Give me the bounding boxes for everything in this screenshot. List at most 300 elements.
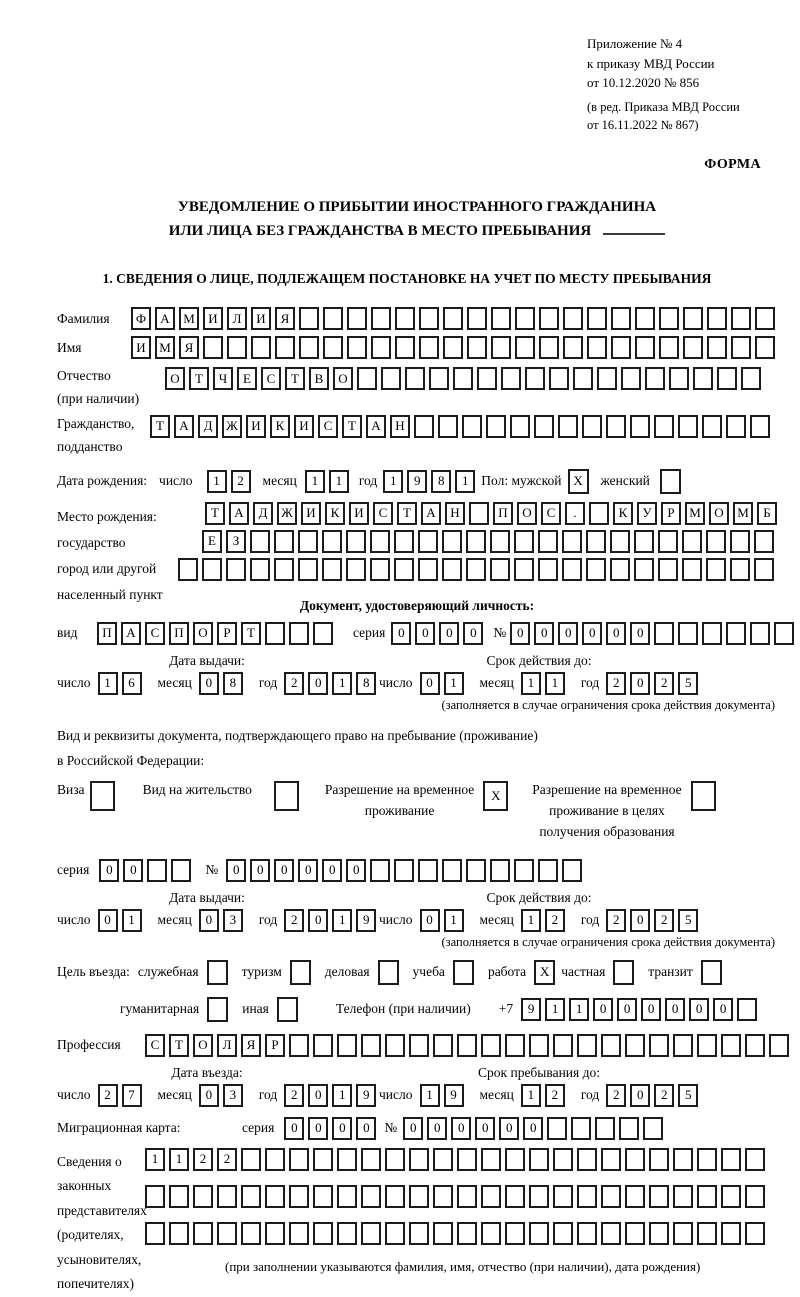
form-cell[interactable]: Ж bbox=[222, 415, 242, 438]
form-cell[interactable]: 0 bbox=[427, 1117, 447, 1140]
form-cell[interactable] bbox=[577, 1148, 597, 1171]
form-cell[interactable] bbox=[726, 622, 746, 645]
form-cell[interactable]: 1 bbox=[444, 672, 464, 695]
form-cell[interactable]: А bbox=[366, 415, 386, 438]
purpose-other-checkbox[interactable] bbox=[277, 997, 298, 1022]
form-cell[interactable]: И bbox=[301, 502, 321, 525]
form-cell[interactable] bbox=[769, 1034, 789, 1057]
form-cell[interactable] bbox=[275, 336, 295, 359]
form-cell[interactable] bbox=[250, 530, 270, 553]
form-cell[interactable]: Р bbox=[265, 1034, 285, 1057]
male-checkbox[interactable]: X bbox=[568, 469, 589, 494]
form-cell[interactable]: А bbox=[421, 502, 441, 525]
form-cell[interactable] bbox=[514, 558, 534, 581]
form-cell[interactable]: А bbox=[155, 307, 175, 330]
form-cell[interactable] bbox=[745, 1148, 765, 1171]
form-cell[interactable] bbox=[505, 1148, 525, 1171]
form-cell[interactable]: 2 bbox=[654, 672, 674, 695]
form-cell[interactable]: 0 bbox=[606, 622, 626, 645]
form-cell[interactable]: 1 bbox=[207, 470, 227, 493]
form-cell[interactable] bbox=[529, 1034, 549, 1057]
form-cell[interactable] bbox=[702, 622, 722, 645]
form-cell[interactable]: Т bbox=[397, 502, 417, 525]
form-cell[interactable] bbox=[549, 367, 569, 390]
form-cell[interactable] bbox=[347, 307, 367, 330]
form-cell[interactable]: К bbox=[325, 502, 345, 525]
form-cell[interactable]: 0 bbox=[403, 1117, 423, 1140]
form-cell[interactable] bbox=[562, 530, 582, 553]
form-cell[interactable] bbox=[635, 336, 655, 359]
form-cell[interactable] bbox=[539, 307, 559, 330]
form-cell[interactable] bbox=[313, 1148, 333, 1171]
form-cell[interactable]: 0 bbox=[439, 622, 459, 645]
form-cell[interactable]: О bbox=[165, 367, 185, 390]
form-cell[interactable] bbox=[539, 336, 559, 359]
form-cell[interactable] bbox=[457, 1222, 477, 1245]
form-cell[interactable] bbox=[586, 558, 606, 581]
form-cell[interactable]: 1 bbox=[455, 470, 475, 493]
form-cell[interactable]: С bbox=[145, 1034, 165, 1057]
form-cell[interactable] bbox=[337, 1222, 357, 1245]
form-cell[interactable]: З bbox=[226, 530, 246, 553]
form-cell[interactable] bbox=[385, 1222, 405, 1245]
form-cell[interactable]: Я bbox=[275, 307, 295, 330]
form-cell[interactable]: 0 bbox=[593, 998, 613, 1021]
form-cell[interactable] bbox=[145, 1222, 165, 1245]
form-cell[interactable]: Т bbox=[169, 1034, 189, 1057]
form-cell[interactable] bbox=[202, 558, 222, 581]
form-cell[interactable] bbox=[171, 859, 191, 882]
form-cell[interactable]: 2 bbox=[284, 1084, 304, 1107]
form-cell[interactable]: С bbox=[373, 502, 393, 525]
form-cell[interactable] bbox=[697, 1185, 717, 1208]
form-cell[interactable] bbox=[538, 859, 558, 882]
form-cell[interactable]: 2 bbox=[193, 1148, 213, 1171]
form-cell[interactable]: И bbox=[251, 307, 271, 330]
form-cell[interactable] bbox=[505, 1222, 525, 1245]
form-cell[interactable]: С bbox=[261, 367, 281, 390]
form-cell[interactable]: 0 bbox=[308, 672, 328, 695]
form-cell[interactable]: 2 bbox=[545, 1084, 565, 1107]
form-cell[interactable] bbox=[697, 1148, 717, 1171]
form-cell[interactable] bbox=[361, 1185, 381, 1208]
form-cell[interactable] bbox=[634, 530, 654, 553]
form-cell[interactable] bbox=[323, 336, 343, 359]
form-cell[interactable] bbox=[442, 530, 462, 553]
form-cell[interactable] bbox=[553, 1185, 573, 1208]
form-cell[interactable]: 2 bbox=[606, 909, 626, 932]
visa-checkbox[interactable] bbox=[90, 781, 115, 811]
form-cell[interactable]: . bbox=[565, 502, 585, 525]
form-cell[interactable] bbox=[361, 1148, 381, 1171]
form-cell[interactable]: И bbox=[131, 336, 151, 359]
form-cell[interactable]: О bbox=[193, 622, 213, 645]
form-cell[interactable] bbox=[477, 367, 497, 390]
form-cell[interactable]: М bbox=[155, 336, 175, 359]
form-cell[interactable]: К bbox=[613, 502, 633, 525]
form-cell[interactable]: 0 bbox=[308, 909, 328, 932]
form-cell[interactable] bbox=[611, 307, 631, 330]
form-cell[interactable]: 0 bbox=[630, 909, 650, 932]
form-cell[interactable] bbox=[313, 1185, 333, 1208]
form-cell[interactable] bbox=[251, 336, 271, 359]
form-cell[interactable]: 8 bbox=[356, 672, 376, 695]
form-cell[interactable] bbox=[571, 1117, 591, 1140]
form-cell[interactable]: С bbox=[318, 415, 338, 438]
form-cell[interactable] bbox=[481, 1148, 501, 1171]
form-cell[interactable]: Т bbox=[241, 622, 261, 645]
form-cell[interactable] bbox=[193, 1222, 213, 1245]
form-cell[interactable] bbox=[659, 336, 679, 359]
form-cell[interactable] bbox=[741, 367, 761, 390]
form-cell[interactable] bbox=[443, 336, 463, 359]
form-cell[interactable] bbox=[442, 558, 462, 581]
form-cell[interactable] bbox=[433, 1148, 453, 1171]
form-cell[interactable] bbox=[395, 336, 415, 359]
form-cell[interactable]: 2 bbox=[654, 909, 674, 932]
form-cell[interactable]: Л bbox=[227, 307, 247, 330]
form-cell[interactable] bbox=[357, 367, 377, 390]
form-cell[interactable] bbox=[322, 530, 342, 553]
form-cell[interactable] bbox=[562, 859, 582, 882]
form-cell[interactable] bbox=[730, 558, 750, 581]
form-cell[interactable] bbox=[227, 336, 247, 359]
form-cell[interactable]: 0 bbox=[510, 622, 530, 645]
form-cell[interactable] bbox=[289, 1034, 309, 1057]
form-cell[interactable] bbox=[649, 1034, 669, 1057]
form-cell[interactable] bbox=[706, 530, 726, 553]
form-cell[interactable]: 2 bbox=[284, 909, 304, 932]
form-cell[interactable] bbox=[731, 336, 751, 359]
form-cell[interactable] bbox=[625, 1222, 645, 1245]
form-cell[interactable]: И bbox=[349, 502, 369, 525]
form-cell[interactable]: Т bbox=[342, 415, 362, 438]
form-cell[interactable] bbox=[265, 1222, 285, 1245]
form-cell[interactable] bbox=[169, 1185, 189, 1208]
form-cell[interactable]: К bbox=[270, 415, 290, 438]
form-cell[interactable] bbox=[625, 1185, 645, 1208]
form-cell[interactable] bbox=[673, 1185, 693, 1208]
form-cell[interactable]: 8 bbox=[223, 672, 243, 695]
form-cell[interactable] bbox=[433, 1034, 453, 1057]
form-cell[interactable] bbox=[337, 1034, 357, 1057]
form-cell[interactable]: 0 bbox=[689, 998, 709, 1021]
form-cell[interactable]: Т bbox=[189, 367, 209, 390]
form-cell[interactable]: 2 bbox=[545, 909, 565, 932]
form-cell[interactable] bbox=[491, 336, 511, 359]
form-cell[interactable]: 3 bbox=[223, 909, 243, 932]
form-cell[interactable] bbox=[409, 1034, 429, 1057]
form-cell[interactable] bbox=[395, 307, 415, 330]
form-cell[interactable]: Ф bbox=[131, 307, 151, 330]
form-cell[interactable] bbox=[577, 1222, 597, 1245]
form-cell[interactable]: С bbox=[541, 502, 561, 525]
form-cell[interactable]: 1 bbox=[122, 909, 142, 932]
form-cell[interactable]: 1 bbox=[569, 998, 589, 1021]
form-cell[interactable]: 1 bbox=[545, 998, 565, 1021]
form-cell[interactable] bbox=[361, 1222, 381, 1245]
form-cell[interactable] bbox=[514, 530, 534, 553]
form-cell[interactable]: 0 bbox=[123, 859, 143, 882]
form-cell[interactable]: 1 bbox=[545, 672, 565, 695]
form-cell[interactable] bbox=[443, 307, 463, 330]
form-cell[interactable] bbox=[745, 1034, 765, 1057]
form-cell[interactable] bbox=[745, 1222, 765, 1245]
form-cell[interactable]: 0 bbox=[199, 909, 219, 932]
form-cell[interactable] bbox=[385, 1148, 405, 1171]
form-cell[interactable] bbox=[438, 415, 458, 438]
form-cell[interactable]: И bbox=[203, 307, 223, 330]
form-cell[interactable] bbox=[553, 1222, 573, 1245]
form-cell[interactable]: Д bbox=[198, 415, 218, 438]
form-cell[interactable]: 2 bbox=[606, 1084, 626, 1107]
form-cell[interactable] bbox=[405, 367, 425, 390]
form-cell[interactable] bbox=[582, 415, 602, 438]
form-cell[interactable]: О bbox=[193, 1034, 213, 1057]
form-cell[interactable] bbox=[601, 1185, 621, 1208]
form-cell[interactable] bbox=[313, 622, 333, 645]
form-cell[interactable]: 2 bbox=[217, 1148, 237, 1171]
form-cell[interactable] bbox=[643, 1117, 663, 1140]
form-cell[interactable] bbox=[721, 1222, 741, 1245]
purpose-official-checkbox[interactable] bbox=[207, 960, 228, 985]
form-cell[interactable]: 0 bbox=[332, 1117, 352, 1140]
form-cell[interactable] bbox=[370, 558, 390, 581]
form-cell[interactable]: 7 bbox=[122, 1084, 142, 1107]
form-cell[interactable] bbox=[721, 1034, 741, 1057]
residence-permit-checkbox[interactable] bbox=[274, 781, 299, 811]
form-cell[interactable] bbox=[385, 1185, 405, 1208]
form-cell[interactable]: А bbox=[121, 622, 141, 645]
form-cell[interactable]: 0 bbox=[582, 622, 602, 645]
form-cell[interactable]: 0 bbox=[451, 1117, 471, 1140]
form-cell[interactable]: 0 bbox=[274, 859, 294, 882]
form-cell[interactable] bbox=[241, 1222, 261, 1245]
form-cell[interactable]: 0 bbox=[98, 909, 118, 932]
form-cell[interactable] bbox=[707, 307, 727, 330]
form-cell[interactable] bbox=[203, 336, 223, 359]
form-cell[interactable] bbox=[265, 1185, 285, 1208]
form-cell[interactable] bbox=[274, 530, 294, 553]
form-cell[interactable] bbox=[678, 622, 698, 645]
form-cell[interactable] bbox=[529, 1185, 549, 1208]
form-cell[interactable]: 0 bbox=[499, 1117, 519, 1140]
form-cell[interactable] bbox=[534, 415, 554, 438]
form-cell[interactable]: Л bbox=[217, 1034, 237, 1057]
form-cell[interactable] bbox=[469, 502, 489, 525]
form-cell[interactable]: 2 bbox=[654, 1084, 674, 1107]
form-cell[interactable] bbox=[289, 622, 309, 645]
form-cell[interactable]: 1 bbox=[521, 909, 541, 932]
form-cell[interactable] bbox=[486, 415, 506, 438]
form-cell[interactable] bbox=[481, 1034, 501, 1057]
form-cell[interactable] bbox=[217, 1185, 237, 1208]
form-cell[interactable] bbox=[274, 558, 294, 581]
form-cell[interactable]: 0 bbox=[641, 998, 661, 1021]
form-cell[interactable] bbox=[337, 1148, 357, 1171]
form-cell[interactable] bbox=[529, 1222, 549, 1245]
form-cell[interactable] bbox=[562, 558, 582, 581]
form-cell[interactable] bbox=[250, 558, 270, 581]
form-cell[interactable]: А bbox=[174, 415, 194, 438]
form-cell[interactable] bbox=[745, 1185, 765, 1208]
form-cell[interactable] bbox=[726, 415, 746, 438]
form-cell[interactable]: С bbox=[145, 622, 165, 645]
form-cell[interactable] bbox=[289, 1148, 309, 1171]
form-cell[interactable] bbox=[673, 1222, 693, 1245]
form-cell[interactable]: 2 bbox=[98, 1084, 118, 1107]
form-cell[interactable]: О bbox=[333, 367, 353, 390]
form-cell[interactable]: 2 bbox=[231, 470, 251, 493]
form-cell[interactable]: 1 bbox=[305, 470, 325, 493]
form-cell[interactable] bbox=[241, 1148, 261, 1171]
form-cell[interactable]: 0 bbox=[463, 622, 483, 645]
form-cell[interactable]: 0 bbox=[391, 622, 411, 645]
form-cell[interactable] bbox=[529, 1148, 549, 1171]
form-cell[interactable] bbox=[538, 530, 558, 553]
form-cell[interactable] bbox=[774, 622, 794, 645]
form-cell[interactable] bbox=[558, 415, 578, 438]
form-cell[interactable]: Т bbox=[205, 502, 225, 525]
form-cell[interactable] bbox=[298, 530, 318, 553]
form-cell[interactable] bbox=[587, 307, 607, 330]
edu-residence-permit-checkbox[interactable] bbox=[691, 781, 716, 811]
form-cell[interactable] bbox=[481, 1222, 501, 1245]
form-cell[interactable]: 0 bbox=[322, 859, 342, 882]
form-cell[interactable] bbox=[361, 1034, 381, 1057]
form-cell[interactable] bbox=[717, 367, 737, 390]
form-cell[interactable] bbox=[515, 336, 535, 359]
form-cell[interactable]: 0 bbox=[534, 622, 554, 645]
form-cell[interactable]: П bbox=[97, 622, 117, 645]
form-cell[interactable] bbox=[707, 336, 727, 359]
form-cell[interactable] bbox=[289, 1222, 309, 1245]
purpose-transit-checkbox[interactable] bbox=[701, 960, 722, 985]
form-cell[interactable] bbox=[673, 1034, 693, 1057]
form-cell[interactable] bbox=[457, 1034, 477, 1057]
form-cell[interactable]: 0 bbox=[558, 622, 578, 645]
form-cell[interactable]: 8 bbox=[431, 470, 451, 493]
form-cell[interactable] bbox=[505, 1185, 525, 1208]
form-cell[interactable] bbox=[649, 1185, 669, 1208]
form-cell[interactable]: Т bbox=[285, 367, 305, 390]
form-cell[interactable] bbox=[418, 859, 438, 882]
form-cell[interactable]: 1 bbox=[383, 470, 403, 493]
form-cell[interactable] bbox=[721, 1185, 741, 1208]
form-cell[interactable] bbox=[442, 859, 462, 882]
form-cell[interactable]: 0 bbox=[420, 909, 440, 932]
form-cell[interactable] bbox=[553, 1034, 573, 1057]
form-cell[interactable] bbox=[347, 336, 367, 359]
form-cell[interactable] bbox=[649, 1222, 669, 1245]
form-cell[interactable]: 1 bbox=[521, 672, 541, 695]
form-cell[interactable]: 2 bbox=[284, 672, 304, 695]
form-cell[interactable] bbox=[721, 1148, 741, 1171]
form-cell[interactable] bbox=[682, 558, 702, 581]
form-cell[interactable] bbox=[409, 1148, 429, 1171]
form-cell[interactable] bbox=[381, 367, 401, 390]
form-cell[interactable] bbox=[678, 415, 698, 438]
form-cell[interactable] bbox=[241, 1185, 261, 1208]
form-cell[interactable] bbox=[346, 558, 366, 581]
form-cell[interactable] bbox=[466, 558, 486, 581]
form-cell[interactable] bbox=[418, 530, 438, 553]
form-cell[interactable]: 1 bbox=[332, 672, 352, 695]
form-cell[interactable] bbox=[669, 367, 689, 390]
form-cell[interactable]: Н bbox=[390, 415, 410, 438]
form-cell[interactable] bbox=[755, 336, 775, 359]
form-cell[interactable] bbox=[731, 307, 751, 330]
form-cell[interactable]: 0 bbox=[250, 859, 270, 882]
form-cell[interactable] bbox=[178, 558, 198, 581]
form-cell[interactable] bbox=[466, 859, 486, 882]
form-cell[interactable] bbox=[587, 336, 607, 359]
form-cell[interactable]: 0 bbox=[99, 859, 119, 882]
form-cell[interactable] bbox=[370, 530, 390, 553]
form-cell[interactable]: Е bbox=[202, 530, 222, 553]
form-cell[interactable] bbox=[658, 558, 678, 581]
form-cell[interactable]: 1 bbox=[98, 672, 118, 695]
form-cell[interactable] bbox=[547, 1117, 567, 1140]
form-cell[interactable] bbox=[525, 367, 545, 390]
form-cell[interactable] bbox=[601, 1222, 621, 1245]
form-cell[interactable]: М bbox=[733, 502, 753, 525]
form-cell[interactable] bbox=[323, 307, 343, 330]
form-cell[interactable]: 1 bbox=[420, 1084, 440, 1107]
form-cell[interactable]: И bbox=[294, 415, 314, 438]
form-cell[interactable] bbox=[610, 530, 630, 553]
form-cell[interactable] bbox=[371, 336, 391, 359]
form-cell[interactable] bbox=[601, 1148, 621, 1171]
form-cell[interactable]: Р bbox=[217, 622, 237, 645]
form-cell[interactable] bbox=[371, 307, 391, 330]
form-cell[interactable] bbox=[433, 1185, 453, 1208]
form-cell[interactable] bbox=[145, 1185, 165, 1208]
form-cell[interactable]: 1 bbox=[332, 1084, 352, 1107]
form-cell[interactable] bbox=[621, 367, 641, 390]
form-cell[interactable]: Б bbox=[757, 502, 777, 525]
form-cell[interactable]: Я bbox=[241, 1034, 261, 1057]
form-cell[interactable]: 9 bbox=[521, 998, 541, 1021]
form-cell[interactable]: Я bbox=[179, 336, 199, 359]
form-cell[interactable] bbox=[658, 530, 678, 553]
form-cell[interactable]: 3 bbox=[223, 1084, 243, 1107]
form-cell[interactable]: Р bbox=[661, 502, 681, 525]
form-cell[interactable] bbox=[299, 307, 319, 330]
form-cell[interactable] bbox=[697, 1222, 717, 1245]
form-cell[interactable] bbox=[563, 307, 583, 330]
form-cell[interactable]: 1 bbox=[145, 1148, 165, 1171]
form-cell[interactable] bbox=[611, 336, 631, 359]
temp-residence-permit-checkbox[interactable]: X bbox=[483, 781, 508, 811]
form-cell[interactable] bbox=[394, 859, 414, 882]
form-cell[interactable] bbox=[610, 558, 630, 581]
form-cell[interactable]: П bbox=[169, 622, 189, 645]
form-cell[interactable] bbox=[457, 1148, 477, 1171]
form-cell[interactable] bbox=[394, 530, 414, 553]
form-cell[interactable] bbox=[595, 1117, 615, 1140]
form-cell[interactable]: 1 bbox=[329, 470, 349, 493]
form-cell[interactable] bbox=[462, 415, 482, 438]
form-cell[interactable]: П bbox=[493, 502, 513, 525]
form-cell[interactable]: 0 bbox=[617, 998, 637, 1021]
form-cell[interactable] bbox=[217, 1222, 237, 1245]
form-cell[interactable] bbox=[169, 1222, 189, 1245]
form-cell[interactable] bbox=[385, 1034, 405, 1057]
form-cell[interactable]: 0 bbox=[630, 672, 650, 695]
form-cell[interactable] bbox=[313, 1034, 333, 1057]
form-cell[interactable]: О bbox=[517, 502, 537, 525]
